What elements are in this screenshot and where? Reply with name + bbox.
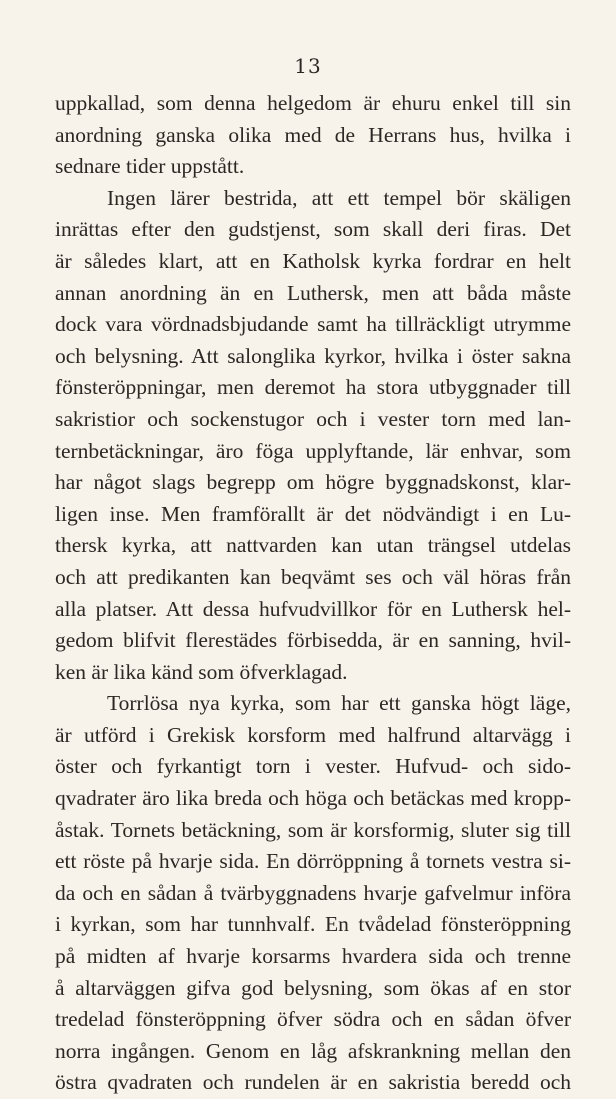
text-line: inrättas efter den gudstjenst, som skall deri firas. Det [55,217,571,242]
text-line: åstak. Tornets betäckning, som är korsformig, sluter sig till [55,817,571,842]
body-text [55,88,571,1099]
text-line: Ingen lärer bestrida, att ett tempel bör skäligen [107,185,571,210]
text-line: ligen inse. Men framförallt är det nödvändigt i en Lu- [55,501,571,526]
text-line: sednare tider uppstått. [55,154,245,179]
text-line: har något slags begrepp om högre byggnadskonst, klar- [55,470,571,495]
text-line: qvadrater äro lika breda och höga och betäckas med kropp- [55,786,571,811]
text-line: Torrlösa nya kyrka, som har ett ganska högt läge, [107,691,571,716]
text-line: ett röste på hvarje sida. En dörröppning å tornets vestra si- [55,849,571,874]
text-line: norra ingången. Genom en låg afskrankning mellan den [55,1038,571,1063]
text-line: på midten af hvarje korsarms hvardera sida och trenne [55,944,571,969]
text-line: och att predikanten kan beqvämt ses och väl höras från [55,564,571,589]
text-line: öster och fyrkantigt torn i vester. Hufvud- och sido- [55,754,571,779]
text-line: uppkallad, som denna helgedom är ehuru enkel till sin [55,91,571,115]
text-line: tredelad fönsteröppning öfver södra och en sådan öfver [55,1007,571,1032]
text-line: är således klart, att en Katholsk kyrka fordrar en helt [55,248,571,273]
text-line: thersk kyrka, att nattvarden kan utan trängsel utdelas [55,533,571,558]
text-line: dock vara vördnadsbjudande samt ha tillräckligt utrymme [55,312,571,337]
text-line: ken är lika känd som öfverklagad. [55,659,348,684]
text-line: i kyrkan, som har tunnhvalf. En tvådelad fönsteröppning [55,912,571,937]
text-line: alla platser. Att dessa hufvudvillkor för en Luthersk hel- [55,596,571,621]
text-line: är utförd i Grekisk korsform med halfrund altarvägg i [55,722,571,747]
text-line: anordning ganska olika med de Herrans hus, hvilka i [55,122,571,147]
text-line: da och en sådan å tvärbyggnadens hvarje gafvelmur införa [55,880,571,905]
text-line: gedom blifvit flerestädes förbisedda, är en sanning, hvil- [55,628,571,653]
text-line: sakristior och sockenstugor och i vester torn med lan- [55,406,571,431]
text-line: och belysning. Att salonglika kyrkor, hvilka i öster sakna [55,343,571,368]
page-number: 13 [294,54,322,78]
text-line: fönsteröppningar, men deremot ha stora utbyggnader till [55,375,571,400]
text-line: ternbetäckningar, äro föga upplyftande, lär enhvar, som [55,438,571,463]
text-line: östra qvadraten och rundelen är en sakristia beredd och [55,1070,571,1095]
text-line: å altarväggen gifva god belysning, som ökas af en stor [55,975,571,1000]
text-line: annan anordning än en Luthersk, men att båda måste [55,280,571,305]
